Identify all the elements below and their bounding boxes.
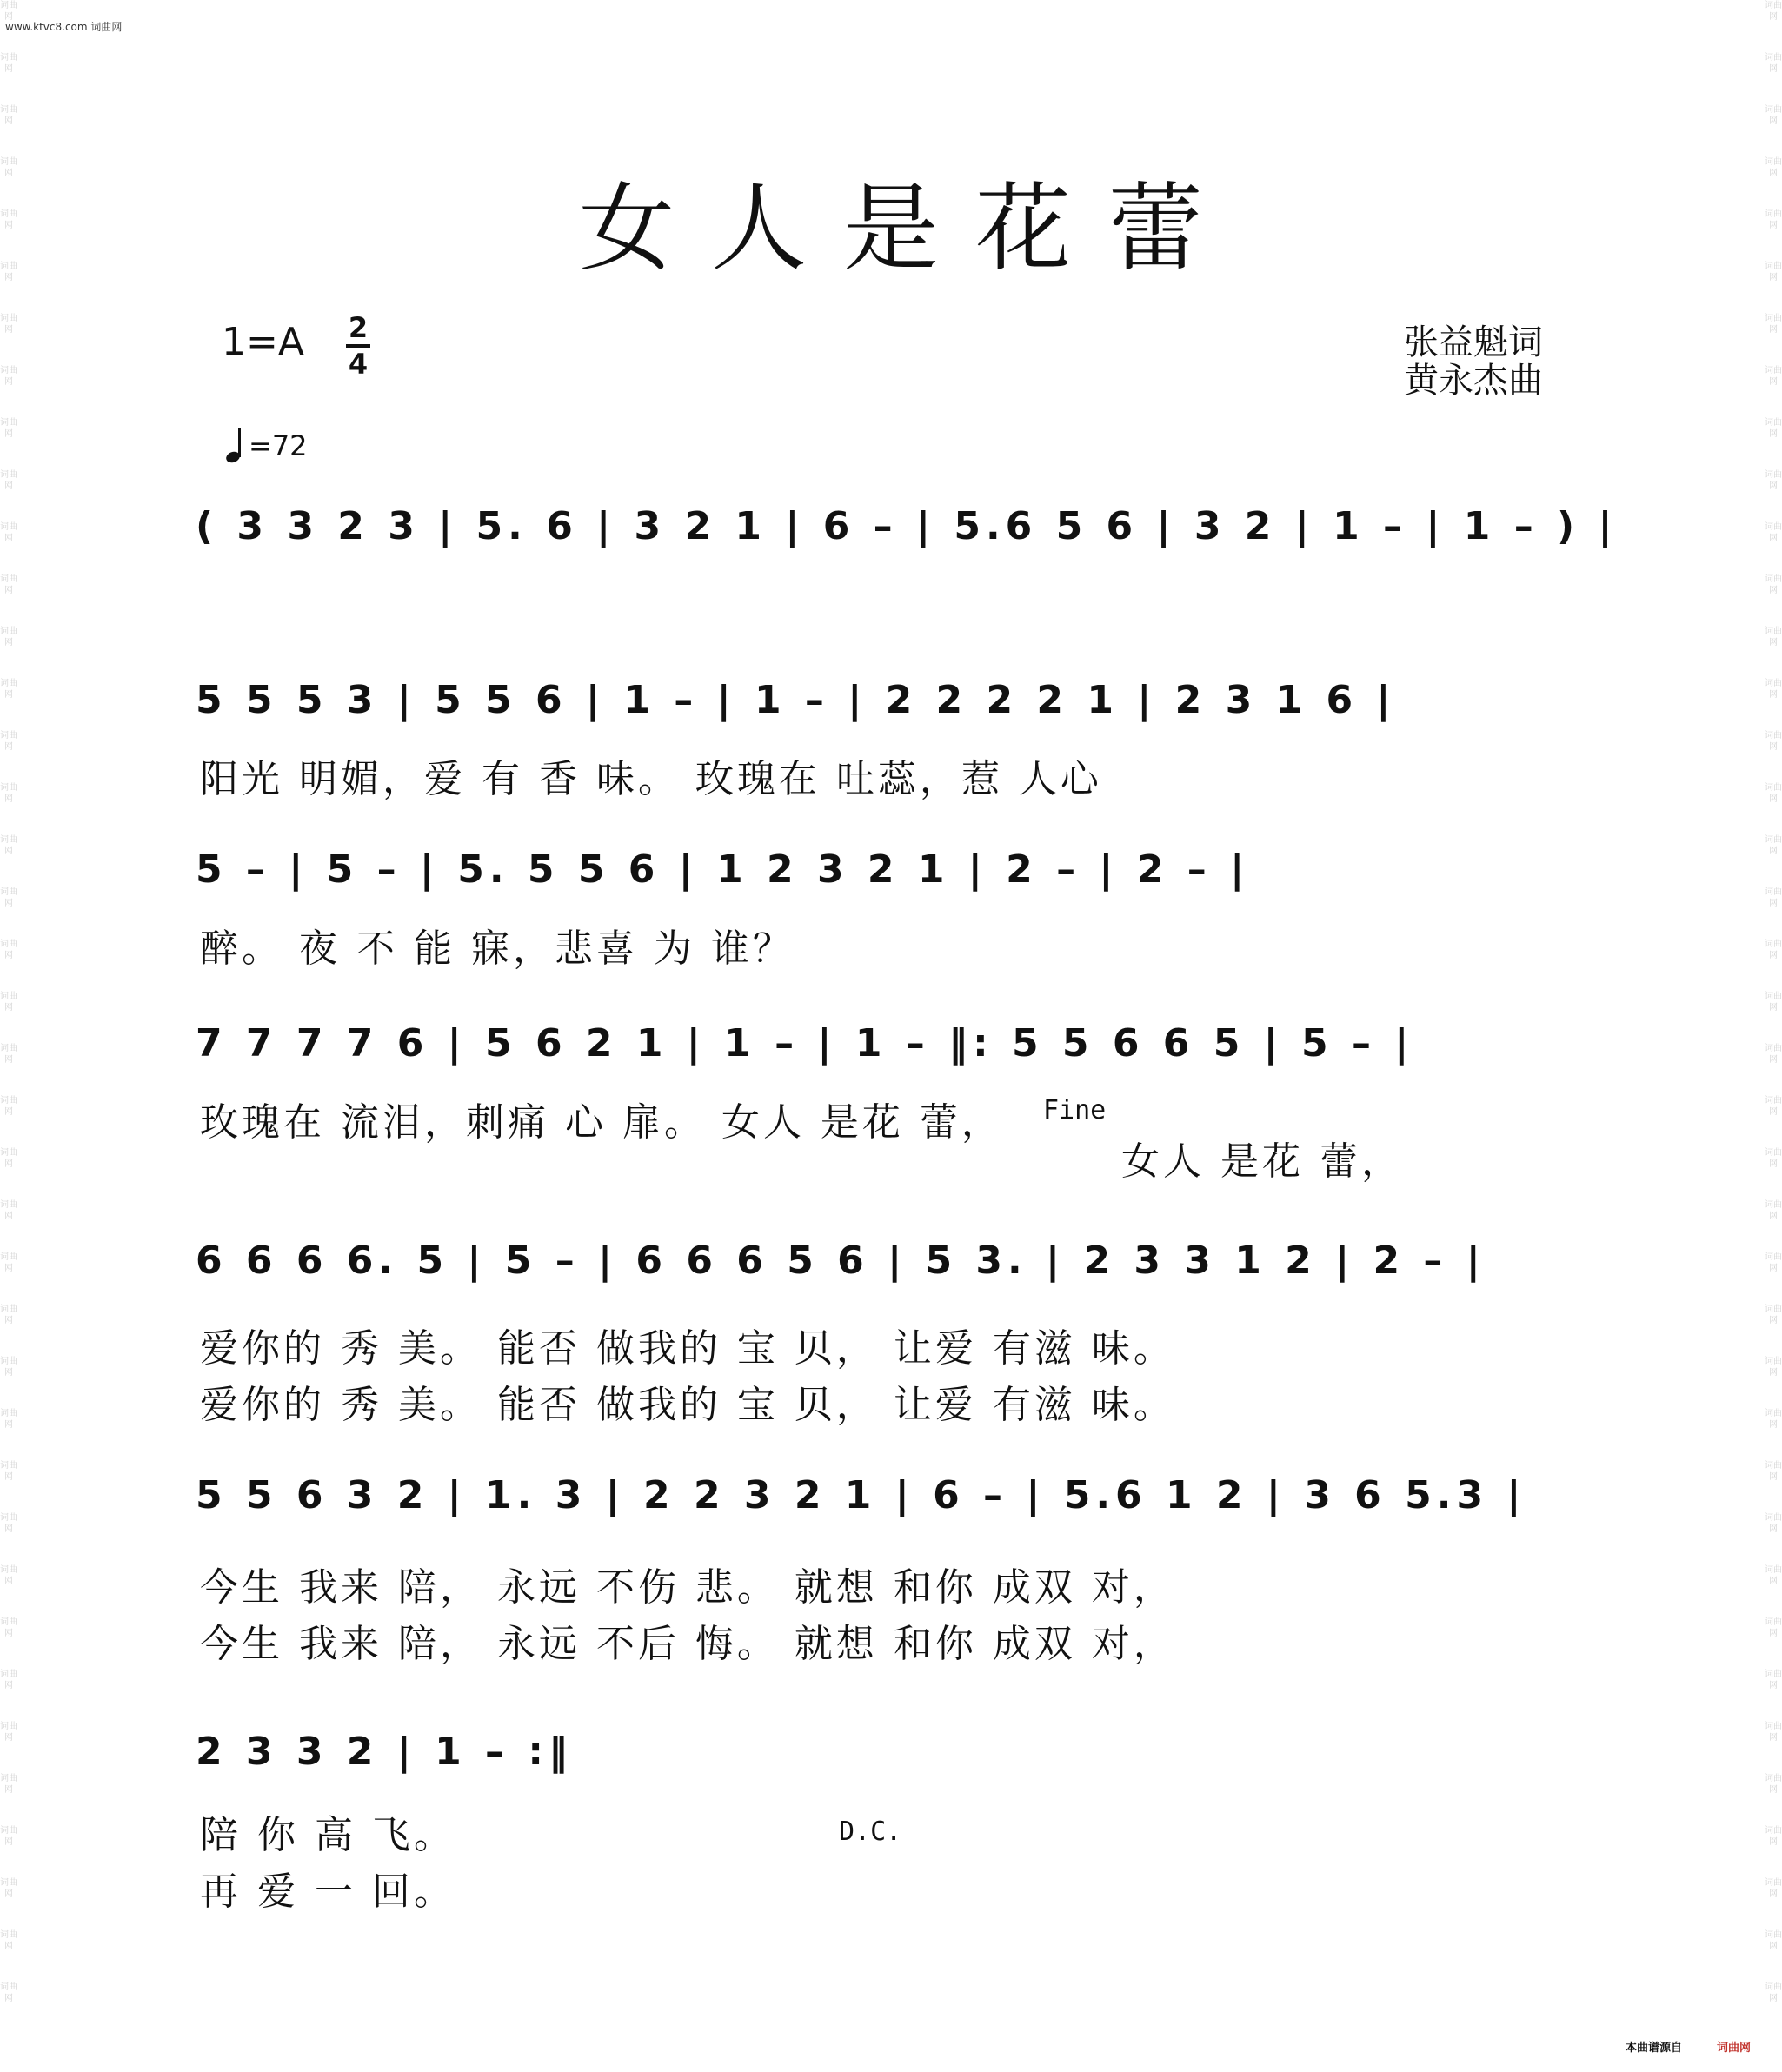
lyrics-verse-1: 醉。 夜 不 能 寐，悲喜 为 谁？: [200, 926, 795, 971]
notes: 6 6 6 6. 5 | 5 – | 6 6 6 5 6 | 5 3. | 2 3 3 1 2 | 2 – |: [196, 1239, 1486, 1283]
meter-top: 2: [348, 311, 369, 344]
lyrics-verse-1: 陪 你 高 飞。: [200, 1813, 455, 1857]
lyrics-verse-1: 阳光 明媚，爱 有 香 味。 玫瑰在 吐蕊，惹 人心: [200, 757, 1102, 801]
lyrics-verse-1: 玫瑰在 流泪，刺痛 心 扉。 女人 是花 蕾，: [200, 1100, 1003, 1145]
score-line-5: [196, 1239, 1586, 1427]
tempo-marking: [224, 428, 308, 462]
score-line-7: [196, 1730, 1586, 1914]
notes: 5 – | 5 – | 5. 5 5 6 | 1 2 3 2 1 | 2 – | 2 – |: [196, 847, 1250, 892]
score-line-1: [196, 504, 1618, 617]
score-line-6: [196, 1473, 1586, 1666]
notes: ( 3 3 2 3 | 5. 6 | 3 2 1 | 6 – | 5.6 5 6 | 3 2 | 1 – | 1 – ) |: [196, 504, 1618, 548]
notes: 7 7 7 7 6 | 5 6 2 1 | 1 – | 1 – ‖: 5 5 6 6 5 | 5 – |: [196, 1021, 1414, 1066]
dc-marker: D.C.: [839, 1816, 902, 1847]
fine-marker: Fine: [1043, 1095, 1107, 1126]
lyrics-verse-2: 再 爱 一 回。: [200, 1869, 455, 1914]
score-line-3: [196, 847, 1586, 971]
quarter-note-icon: [224, 428, 245, 462]
lyrics-verse-2: 爱你的 秀 美。 能否 做我的 宝 贝， 让爱 有滋 味。: [200, 1383, 1175, 1427]
lyrics-verse-1: 爱你的 秀 美。 能否 做我的 宝 贝， 让爱 有滋 味。: [200, 1326, 1175, 1371]
key-text: 1=A: [222, 320, 304, 364]
notes: 5 5 5 3 | 5 5 6 | 1 – | 1 – | 2 2 2 2 1 | 2 3 1 6 |: [196, 678, 1396, 722]
footer-site-name: 词曲网: [1717, 2042, 1752, 2055]
notes: 2 3 3 2 | 1 – :‖: [196, 1730, 573, 1774]
site-url: www.ktvc8.com 词曲网: [5, 21, 123, 33]
score-line-2: [196, 678, 1586, 801]
footer-source-label: 本曲谱源自: [1626, 2042, 1683, 2055]
page-title: 女人是花蕾: [579, 173, 1240, 284]
lyrics-verse-1: 今生 我来 陪， 永远 不伤 悲。 就想 和你 成双 对，: [200, 1565, 1175, 1610]
lyricist: 张益魁词: [1404, 322, 1543, 362]
notes: 5 5 6 3 2 | 1. 3 | 2 2 3 2 1 | 6 – | 5.6 1 2 | 3 6 5.3 |: [196, 1473, 1526, 1517]
time-signature: [346, 313, 370, 379]
score-line-4: [196, 1021, 1586, 1184]
right-watermark-strip: 词曲网 词曲网 词曲网 词曲网 词曲网 词曲网 词曲网 词曲网 词曲网 词曲网 词曲网 词曲网 词曲网 词曲网 词曲网 词曲网 词曲网 词曲网 词曲网 词曲网 词曲网 词曲网 词曲网 词曲网 词曲网 词曲网 词曲网 词曲网 词曲网 词曲网 词曲网 词曲网 词曲网 词曲网 词曲网 词曲网 词曲网 词曲网 词曲网: [1765, 1, 1782, 2003]
credits: [1404, 323, 1543, 400]
tempo-value: =72: [249, 429, 308, 462]
left-watermark-strip: 词曲网 词曲网 词曲网 词曲网 词曲网 词曲网 词曲网 词曲网 词曲网 词曲网 词曲网 词曲网 词曲网 词曲网 词曲网 词曲网 词曲网 词曲网 词曲网 词曲网 词曲网 词曲网 词曲网 词曲网 词曲网 词曲网 词曲网 词曲网 词曲网 词曲网 词曲网 词曲网 词曲网 词曲网 词曲网 词曲网 词曲网 词曲网 词曲网: [0, 1, 17, 2003]
lyrics-verse-2: 今生 我来 陪， 永远 不后 悔。 就想 和你 成双 对，: [200, 1622, 1175, 1666]
lyrics-verse-2: 女人 是花 蕾，: [1121, 1139, 1403, 1184]
meter-bottom: 4: [348, 348, 369, 381]
composer: 黄永杰曲: [1404, 361, 1543, 401]
key-signature: [222, 320, 304, 364]
